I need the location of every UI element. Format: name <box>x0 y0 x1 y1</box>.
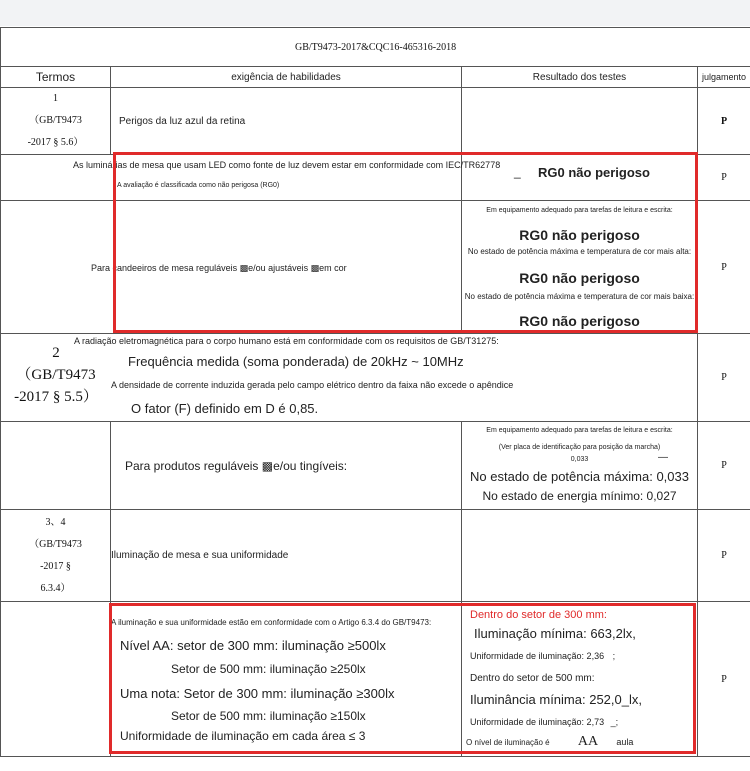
term-cell <box>1 88 111 155</box>
result-text-tail: _; <box>610 717 619 727</box>
term-standard: （GB/T9473 <box>29 115 82 126</box>
result-level: AA <box>577 734 599 749</box>
requirement-text: Uma nota: Setor de 300 mm: iluminação ≥300lx <box>120 686 395 701</box>
result-note: Em equipamento adequado para tarefas de leitura e escrita: <box>486 207 673 214</box>
result-text-tail: aula <box>616 737 634 747</box>
result-text-main: Uniformidade de iluminação: 2,36 <box>470 651 605 661</box>
result-note: No estado de potência máxima e temperatura de cor mais alta: <box>467 247 692 256</box>
requirement-cell <box>1 334 698 422</box>
header-row <box>1 67 750 88</box>
result-note: (Ver placa de identificação para posição da marcha) <box>498 444 661 451</box>
verdict-cell: P <box>698 510 750 602</box>
result-dash: _ <box>514 165 521 179</box>
result-text-main: Uniformidade de iluminação: 2,73 <box>470 717 605 727</box>
table-row <box>1 334 750 422</box>
verdict-cell: P <box>698 88 750 155</box>
result-text: Dentro do setor de 500 mm: <box>470 673 595 684</box>
result-text-main: O nível de iluminação é <box>466 738 550 747</box>
requirement-intro: A iluminação e sua uniformidade estão em conformidade com o Artigo 6.3.4 do GB/T9473: <box>111 618 432 627</box>
term-standard: （GB/T9473 <box>16 367 96 383</box>
header-termos: Termos <box>1 67 111 88</box>
requirement-text: Setor de 500 mm: iluminação ≥250lx <box>171 662 366 676</box>
result-cell <box>462 422 698 510</box>
requirement-subtext: A avaliação é classificada como não perigosa (RG0) <box>117 182 280 189</box>
table-row <box>1 88 750 155</box>
table-row <box>1 422 750 510</box>
requirement-cell: Iluminação de mesa e sua uniformidade <box>111 510 462 602</box>
term-standard: （GB/T9473 <box>29 538 82 550</box>
result-value: Iluminância mínima: 252,0_lx, <box>470 692 642 707</box>
requirement-text: Setor de 500 mm: iluminação ≥150lx <box>171 709 366 723</box>
term-cell <box>1 422 111 510</box>
verdict-cell: P <box>698 422 750 510</box>
term-clause: -2017 § 5.6） <box>27 137 84 148</box>
highlight-box-illumination <box>109 603 696 754</box>
top-strip <box>0 0 750 26</box>
result-value: RG0 não perigoso <box>519 313 640 329</box>
requirement-text: Para produtos reguláveis ▩e/ou tingíveis: <box>125 458 348 473</box>
result-value: Iluminação mínima: 663,2lx, <box>474 626 636 641</box>
header-verdict: julgamento <box>698 67 750 88</box>
requirement-cell <box>111 422 462 510</box>
term-clause: -2017 § 5.5） <box>14 389 98 405</box>
result-note: No estado de potência máxima e temperatura de cor mais baixa: <box>464 292 695 301</box>
result-text: Dentro do setor de 300 mm: <box>470 609 607 621</box>
verdict-cell: P <box>698 602 750 757</box>
header-requirement: exigência de habilidades <box>111 67 462 88</box>
result-value: RG0 não perigoso <box>538 165 650 180</box>
requirement-cell: Perigos da luz azul da retina <box>111 88 462 155</box>
result-text-tail: ; <box>612 651 616 661</box>
requirement-text: A densidade de corrente induzida gerada pelo campo elétrico dentro da faixa não excede o apêndice <box>111 380 514 390</box>
requirement-text: O fator (F) definido em D é 0,85. <box>131 401 319 416</box>
header-result: Resultado dos testes <box>462 67 698 88</box>
requirement-text: Frequência medida (soma ponderada) de 20kHz ~ 10MHz <box>128 354 464 369</box>
requirement-text: Uniformidade de iluminação em cada área ≤ 3 <box>120 729 366 743</box>
term-number: 3、4 <box>45 516 66 528</box>
verdict-cell: P <box>698 201 750 334</box>
result-value: No estado de energia mínimo: 0,027 <box>482 489 677 503</box>
term-number: 1 <box>53 93 58 104</box>
result-small-value: 0,033 <box>570 456 589 463</box>
term-subclause: 6.3.4） <box>40 582 71 594</box>
term-number: 2 <box>52 345 60 361</box>
result-value: No estado de potência máxima: 0,033 <box>470 469 689 484</box>
document-title: GB/T9473-2017&CQC16-465316-2018 <box>1 28 750 67</box>
result-cell <box>462 88 698 155</box>
table-row <box>1 510 750 602</box>
result-dash: — <box>658 452 668 463</box>
term-cell <box>1 342 111 408</box>
verdict-cell: P <box>698 334 750 422</box>
result-cell <box>462 510 698 602</box>
term-cell <box>1 602 111 757</box>
term-cell <box>1 510 111 602</box>
title-row <box>1 28 750 67</box>
verdict-cell: P <box>698 155 750 201</box>
requirement-text: A radiação eletromagnética para o corpo humano está em conformidade com os requisitos de GB/T31275: <box>74 336 499 346</box>
requirement-text: Nível AA: setor de 300 mm: iluminação ≥500lx <box>120 638 386 653</box>
term-clause: -2017 § <box>40 560 71 572</box>
result-value: RG0 não perigoso <box>519 227 640 243</box>
requirement-text: As luminárias de mesa que usam LED como fonte de luz devem estar em conformidade com IEC/TR62778 <box>73 160 501 170</box>
requirement-text: Para candeeiros de mesa reguláveis ▩e/ou ajustáveis ▩em cor <box>91 263 347 273</box>
result-note: Em equipamento adequado para tarefas de leitura e escrita: <box>486 427 673 434</box>
highlight-box-rg0 <box>113 152 698 333</box>
result-value: RG0 não perigoso <box>519 270 640 286</box>
